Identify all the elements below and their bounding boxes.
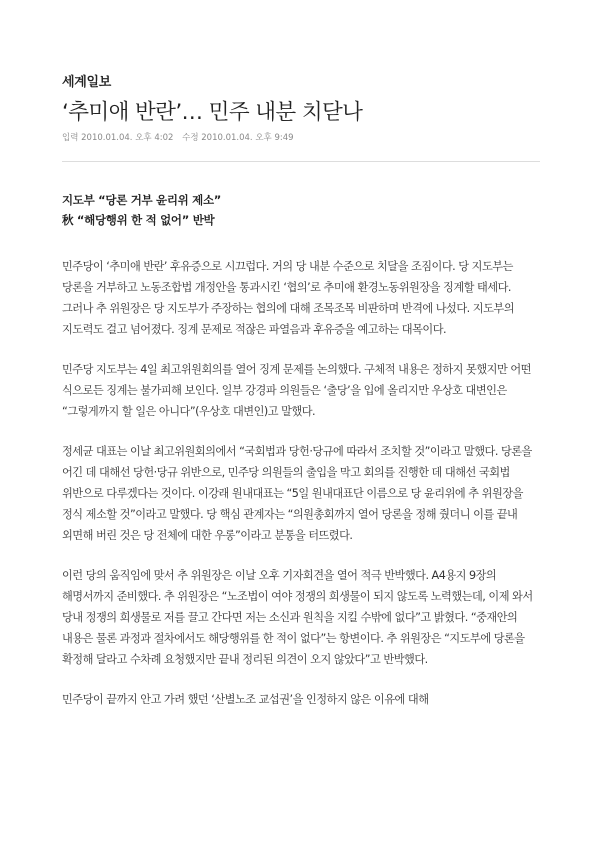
body-paragraph-5: 민주당이 끝까지 안고 가려 했던 ‘산별노조 교섭권’을 인정하지 않은 이유에 대해 xyxy=(62,693,429,706)
header-divider xyxy=(62,161,540,162)
article-body xyxy=(62,256,540,729)
article-headline: ‘추미애 반란’… 민주 내분 치닫나 xyxy=(62,100,363,125)
publisher-logo[interactable]: 세계일보 xyxy=(62,75,112,90)
article-dateline xyxy=(62,131,300,143)
modified-time: 수정 2010.01.04. 오후 9:49 xyxy=(182,133,294,143)
body-paragraph-3: 정세균 대표는 이날 최고위원회의에서 “국회법과 당헌·당규에 따라서 조치할 것”이라고 말했다. 당론을 어긴 데 대해선 당헌·당규 위반으로, 민주당 의원들의 출입을 막고 회의를 진행한 데 대해선 국회법 위반으로 다루겠다는 것이다. 이강래 원내대표는 “5일 원내대표단 이름으로 당 윤리위에 추 위원장을 정식 제소할 것”이라고 말했다. 당 핵심 관계자는 “의원총회까지 열어 당론을 정해 줬더니 이를 끝내 외면해 버린 것은 당 전체에 대한 우롱”이라고 분통을 터뜨렸다. xyxy=(62,445,532,542)
body-paragraph-1: 민주당이 ‘추미애 반란’ 후유증으로 시끄럽다. 거의 당 내분 수준으로 치달을 조짐이다. 당 지도부는 당론을 거부하고 노동조합법 개정안을 통과시킨 ‘협의’로 추미애 환경노동위원장을 징계할 태세다. 그러나 추 위원장은 당 지도부가 주장하는 협의에 대해 조목조목 비판하며 반격에 나섰다. 지도부의 지도력도 걸고 넘어졌다. 징계 문제로 적잖은 파열음과 후유증을 예고하는 대목이다. xyxy=(62,260,515,336)
published-time: 입력 2010.01.04. 오후 4:02 xyxy=(62,133,174,143)
body-paragraph-2: 민주당 지도부는 4일 최고위원회의를 열어 징계 문제를 논의했다. 구체적 내용은 정하지 못했지만 어떤 식으로든 징계는 불가피해 보인다. 일부 강경파 의원들은 ‘출당’을 입에 올리지만 우상호 대변인은 “그렇게까지 할 일은 아니다”(우상호 대변인)고 말했다. xyxy=(62,363,531,418)
subhead-1: 지도부 “당론 거부 윤리위 제소” xyxy=(62,193,222,207)
subhead-2: 秋 “해당행위 한 적 없어” 반박 xyxy=(62,213,215,227)
article-subheads xyxy=(62,190,221,230)
body-paragraph-4: 이런 당의 움직임에 맞서 추 위원장은 이날 오후 기자회견을 열어 적극 반박했다. A4용지 9장의 해명서까지 준비했다. 추 위원장은 “노조법이 여야 정쟁의 희생물이 되지 않도록 노력했는데, 이제 와서 당내 정쟁의 희생물로 저를 끌고 간다면 저는 소신과 원칙을 지킬 수밖에 없다”고 밝혔다. “중재안의 내용은 물론 과정과 절차에서도 해당행위를 한 적이 없다”는 항변이다. 추 위원장은 “지도부에 당론을 확정해 달라고 수차례 요청했지만 끝내 정리된 의견이 오지 않았다”고 반박했다. xyxy=(62,569,533,666)
